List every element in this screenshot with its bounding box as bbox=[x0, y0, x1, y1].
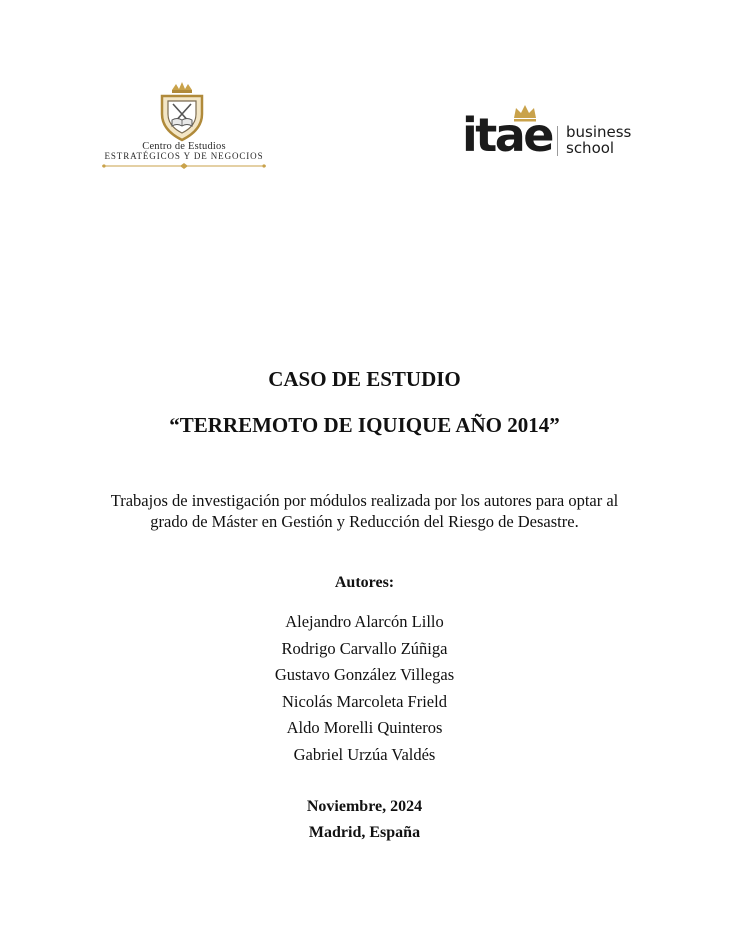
document-description bbox=[0, 490, 729, 532]
description-line: Trabajos de investigación por módulos realizada por los autores para optar al bbox=[110, 491, 619, 510]
itae-logo-sub-line1: business bbox=[566, 123, 632, 141]
document-date: Noviembre, 2024 bbox=[306, 798, 423, 815]
author-name: Nicolás Marcoleta Frield bbox=[282, 691, 447, 711]
itae-logo-sub-line2: school bbox=[566, 139, 615, 157]
author-name: Gabriel Urzúa Valdés bbox=[293, 744, 436, 764]
author-name: Gustavo González Villegas bbox=[274, 665, 455, 685]
ornament-divider-icon bbox=[102, 163, 266, 169]
itae-logo-subtitle bbox=[566, 124, 631, 156]
document-subtitle: “TERREMOTO DE IQUIQUE AÑO 2014” bbox=[169, 413, 560, 437]
author-name: Aldo Morelli Quinteros bbox=[286, 718, 443, 738]
ceen-logo-line1: Centro de Estudios bbox=[142, 141, 226, 152]
shield-crest-icon bbox=[158, 80, 206, 142]
document-place: Madrid, España bbox=[308, 824, 421, 841]
description-line: grado de Máster en Gestión y Reducción del Riesgo de Desastre. bbox=[150, 512, 579, 531]
authors-heading: Autores: bbox=[334, 574, 395, 591]
authors-list bbox=[0, 609, 729, 769]
document-title: CASO DE ESTUDIO bbox=[268, 367, 461, 391]
itae-wordmark: itae bbox=[462, 108, 552, 162]
author-name: Rodrigo Carvallo Zúñiga bbox=[281, 638, 448, 658]
itae-logo bbox=[460, 102, 640, 162]
ceen-logo bbox=[98, 80, 270, 172]
ceen-logo-line2: ESTRATÉGICOS Y DE NEGOCIOS bbox=[104, 151, 264, 161]
author-name: Alejandro Alarcón Lillo bbox=[285, 612, 444, 631]
itae-logo-separator bbox=[557, 126, 558, 156]
